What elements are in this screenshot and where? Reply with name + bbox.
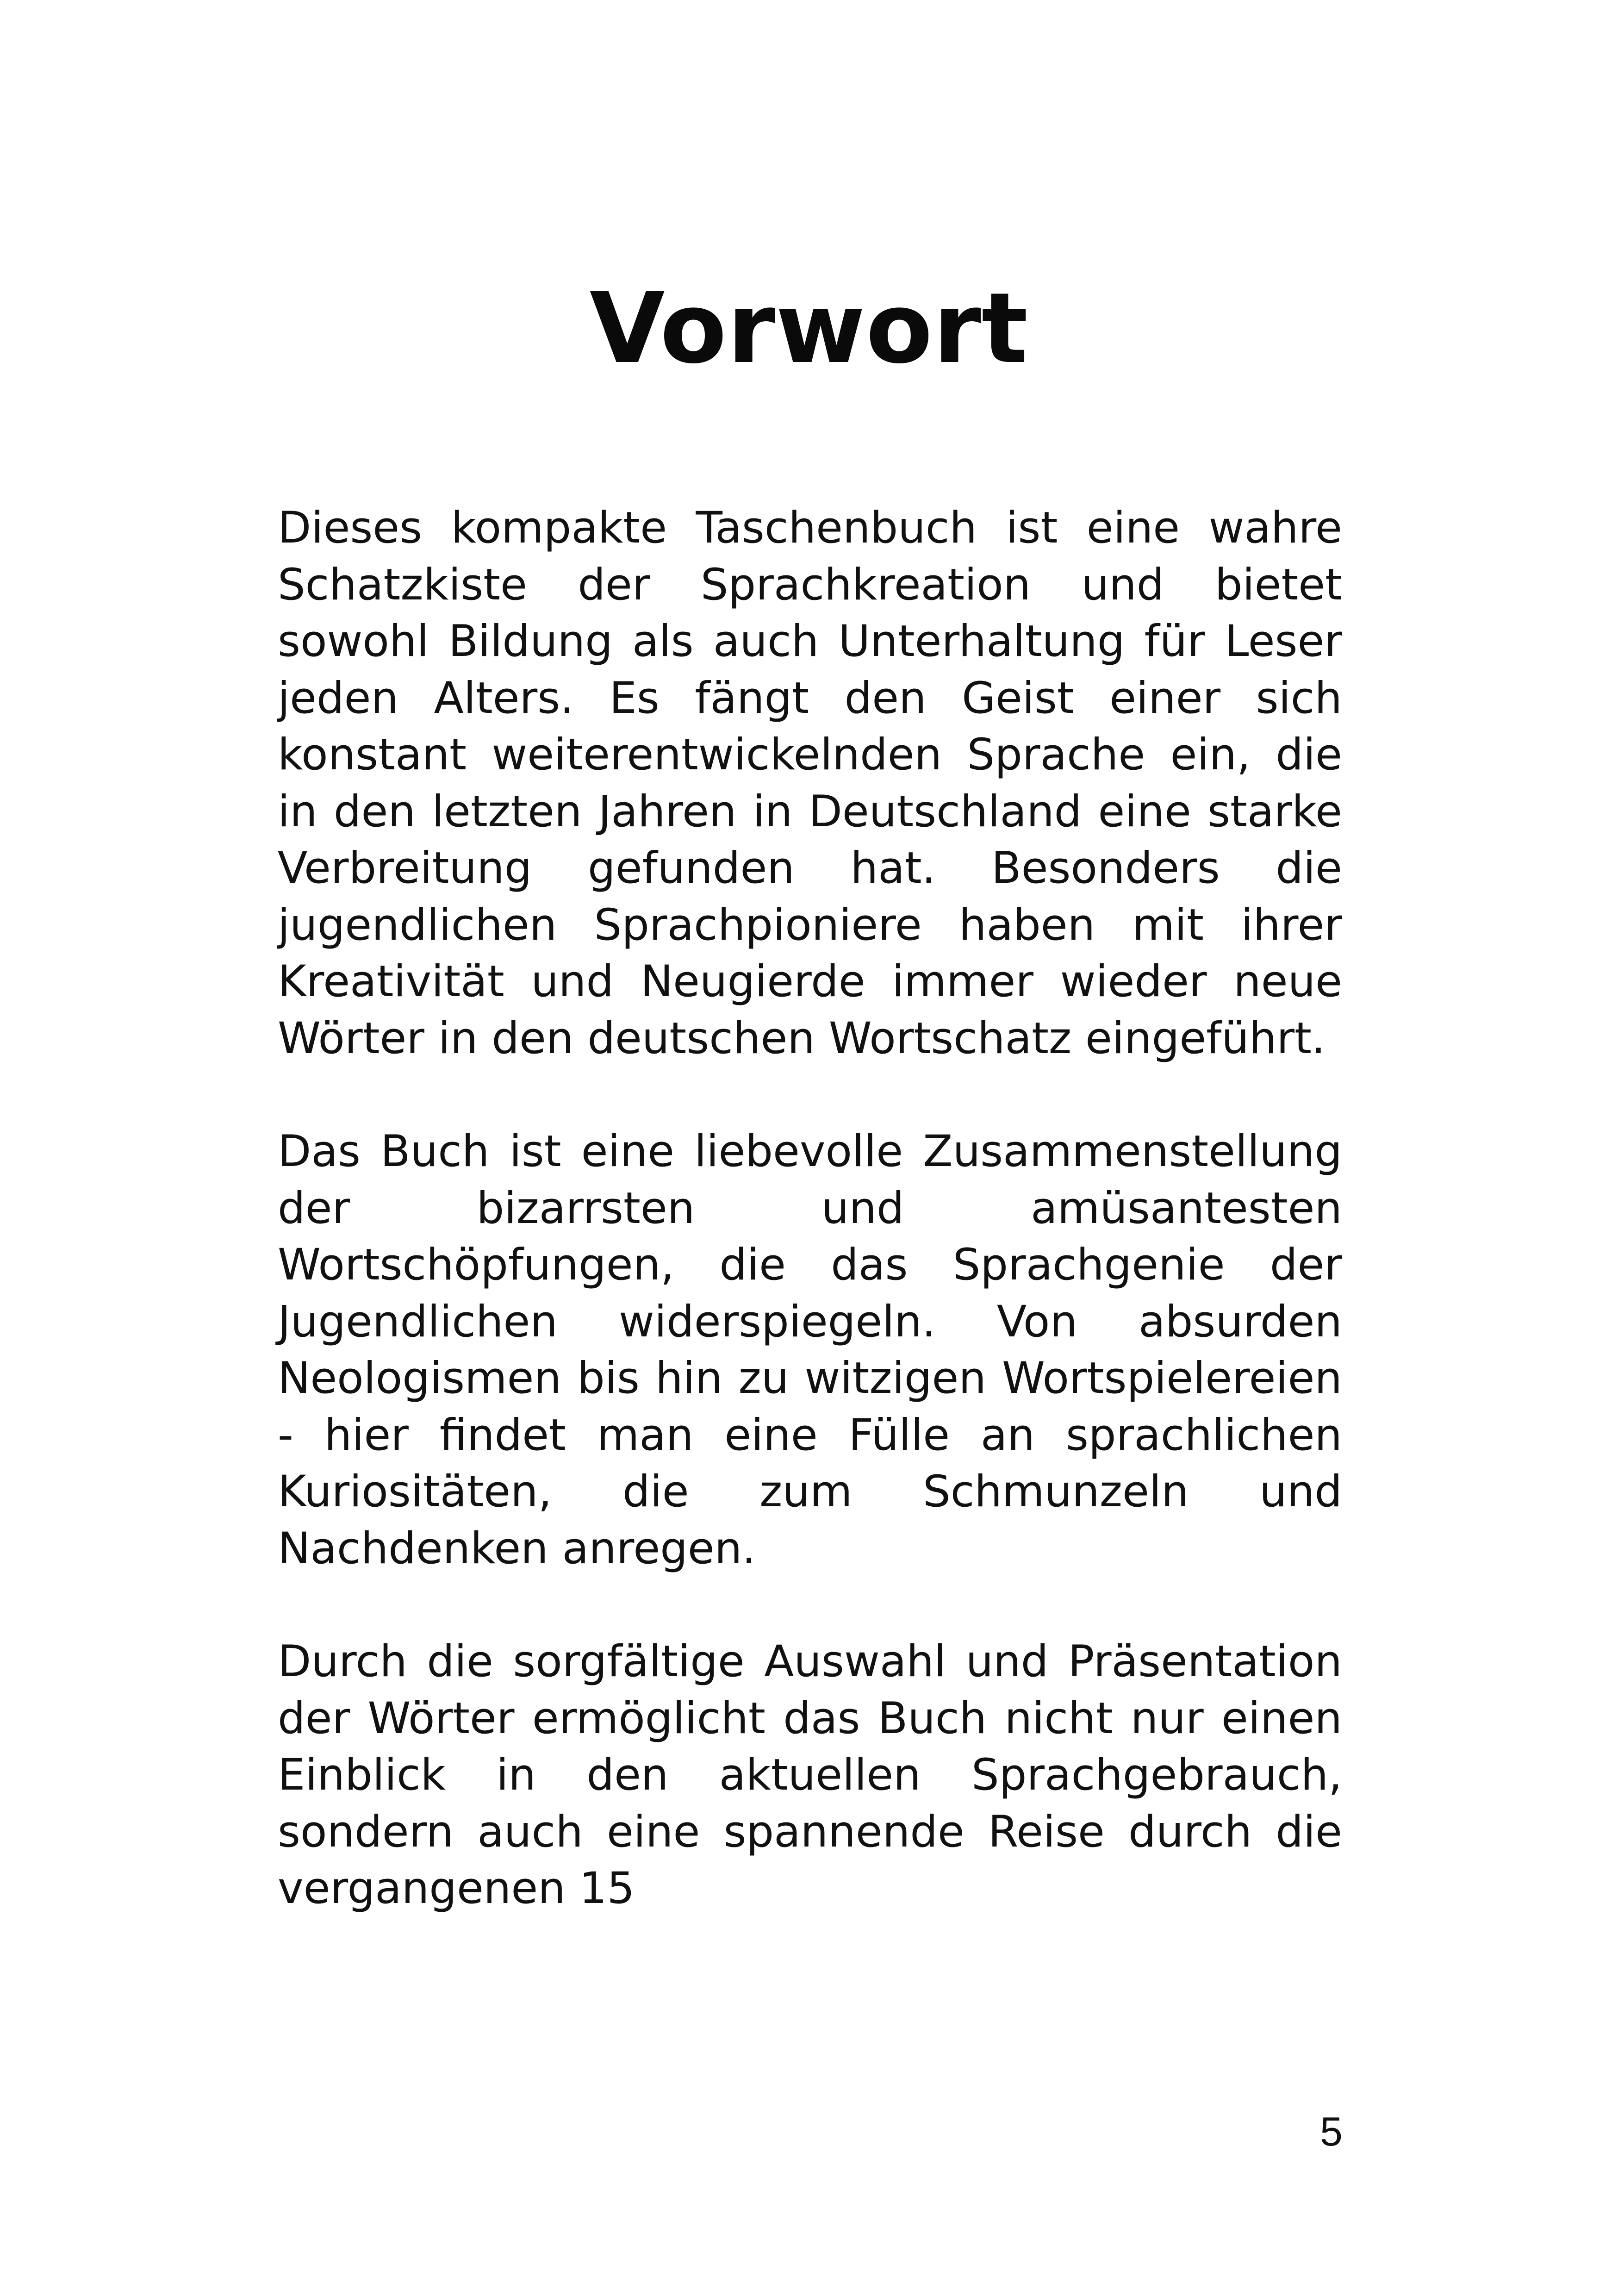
paragraph-1: Dieses kompakte Taschenbuch ist eine wahre Schatzkiste der Sprachkreation und bietet sowohl Bildung als auch Unterhaltung für Leser jeden Alters. Es fängt den Geist einer sich konstant weiterentwickelnden Sprache ein, die in den letzten Jahren in Deutschland eine starke Verbreitung gefunden hat. Besonders die jugendlichen Sprachpioniere haben mit ihrer Kreativität und Neugierde immer wieder neue Wörter in den deutschen Wortschatz eingeführt. — [278, 503, 1342, 1064]
paragraph-3: Durch die sorgfältige Auswahl und Präsentation der Wörter ermöglicht das Buch nicht nur einen Einblick in den aktuellen Sprachgebrauch, sondern auch eine spannende Reise durch die vergangenen 15 — [278, 1636, 1342, 1914]
page-title: Vorwort — [589, 272, 1029, 385]
page-number: 5 — [1320, 2109, 1343, 2154]
paragraph-2: Das Buch ist eine liebevolle Zusammenstellung der bizarrsten und amüsantesten Wortschöpfungen, die das Sprachgenie der Jugendlichen widerspiegeln. Von absurden Neologismen bis hin zu witzigen Wortspielereien - hier findet man eine Fülle an sprachlichen Kuriositäten, die zum Schmunzeln und Nachdenken anregen. — [278, 1126, 1342, 1574]
body-text — [278, 500, 1342, 1917]
